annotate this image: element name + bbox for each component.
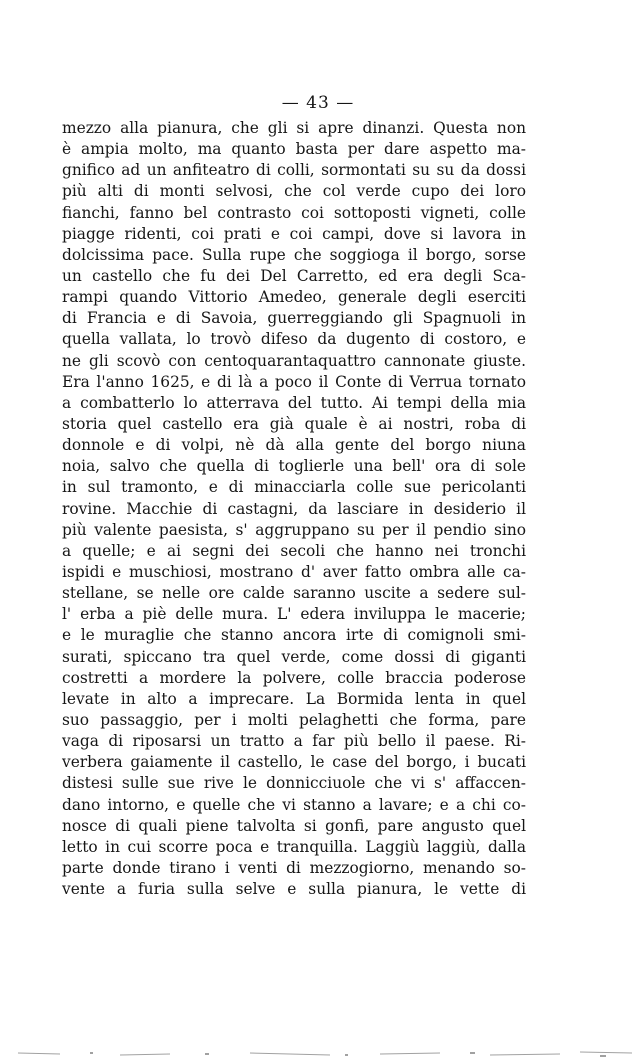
text-line: più alti di monti selvosi, che col verde cupo dei loro: [62, 182, 526, 201]
body-text: [62, 118, 526, 900]
text-line: ne gli scovò con centoquarantaquattro cannonate giuste.: [62, 351, 526, 370]
text-line: vaga di riposarsi un tratto a far più bello il paese. Ri-: [62, 732, 526, 751]
text-line: dano intorno, e quelle che vi stanno a lavare; e a chi co-: [62, 795, 526, 814]
text-line: ispidi e muschiosi, mostrano d' aver fatto ombra alle ca-: [62, 562, 526, 581]
text-line: noia, salvo che quella di toglierle una bell' ora di sole: [62, 457, 526, 476]
text-line: fianchi, fanno bel contrasto coi sottoposti vigneti, colle: [62, 203, 526, 222]
page-number: — 43 —: [281, 93, 355, 113]
text-line: l' erba a piè delle mura. L' edera inviluppa le macerie;: [62, 605, 526, 624]
text-line: distesi sulle sue rive le donnicciuole che vi s' affaccen-: [62, 774, 526, 793]
text-line: costretti a mordere la polvere, colle braccia poderose: [62, 668, 526, 687]
text-line: di Francia e di Savoia, guerreggiando gli Spagnuoli in: [62, 309, 526, 328]
text-line: quella vallata, lo trovò difeso da dugento di costoro, e: [62, 330, 526, 349]
text-line: a quelle; e ai segni dei secoli che hanno nei tronchi: [62, 541, 526, 560]
text-line: dolcissima pace. Sulla rupe che soggioga il borgo, sorse: [62, 245, 526, 264]
text-line: gnifico ad un anfiteatro di colli, sormontati su su da dossi: [62, 161, 526, 180]
text-line: stellane, se nelle ore calde saranno uscite a sedere sul-: [62, 584, 526, 603]
text-line: surati, spiccano tra quel verde, come dossi di giganti: [62, 647, 526, 666]
text-line: e le muraglie che stanno ancora irte di comignoli smi-: [62, 626, 526, 645]
text-line: piagge ridenti, coi prati e coi campi, dove si lavora in: [62, 224, 526, 243]
text-line: in sul tramonto, e di minacciarla colle sue pericolanti: [62, 478, 526, 497]
text-line: storia quel castello era già quale è ai nostri, roba di: [62, 414, 526, 433]
text-line: verbera gaiamente il castello, le case del borgo, i bucati: [62, 753, 526, 772]
text-line: letto in cui scorre poca e tranquilla. Laggiù laggiù, dalla: [62, 837, 526, 856]
text-line: donnole e di volpi, nè dà alla gente del borgo niuna: [62, 436, 526, 455]
text-line: vente a furia sulla selve e sulla pianura, le vette di: [62, 880, 526, 899]
text-line: levate in alto a imprecare. La Bormida lenta in quel: [62, 689, 526, 708]
text-line: più valente paesista, s' aggruppano su per il pendio sino: [62, 520, 526, 539]
scan-edge-noise: [0, 1045, 636, 1059]
text-line: mezzo alla pianura, che gli si apre dinanzi. Questa non: [62, 119, 526, 137]
text-line: suo passaggio, per i molti pelaghetti che forma, pare: [62, 710, 526, 729]
text-line: Era l'anno 1625, e di là a poco il Conte di Verrua tornato: [62, 372, 526, 391]
text-line: a combatterlo lo atterrava del tutto. Ai tempi della mia: [62, 393, 526, 412]
text-line: è ampia molto, ma quanto basta per dare aspetto ma-: [62, 140, 526, 159]
text-line: nosce di quali piene talvolta si gonfi, pare angusto quel: [62, 816, 526, 835]
text-line: rovine. Macchie di castagni, da lasciare in desiderio il: [62, 499, 526, 518]
text-line: parte donde tirano i venti di mezzogiorno, menando so-: [62, 858, 526, 877]
text-line: rampi quando Vittorio Amedeo, generale degli eserciti: [62, 288, 526, 307]
text-line: un castello che fu dei Del Carretto, ed era degli Sca-: [62, 266, 526, 285]
